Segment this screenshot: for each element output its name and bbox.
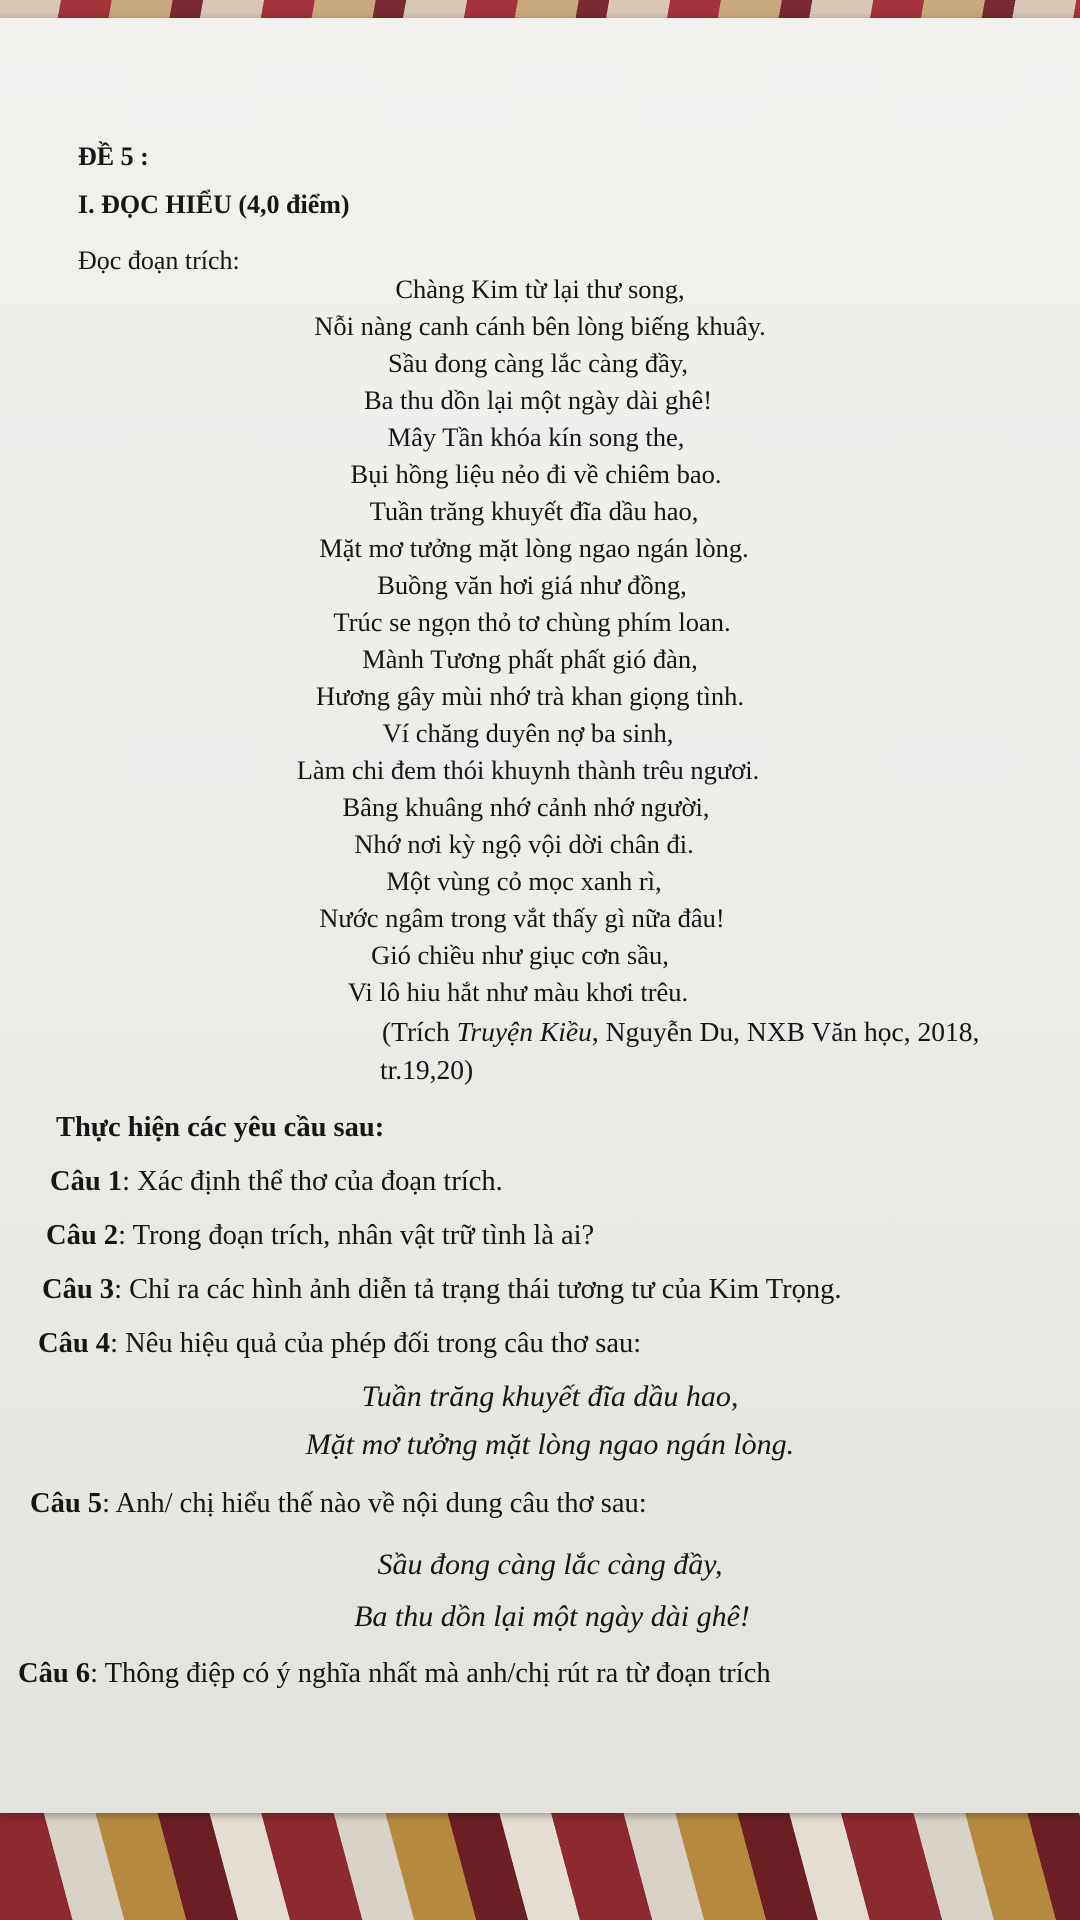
source-title: Truyện Kiều <box>456 1016 592 1047</box>
poem-line: Trúc se ngọn thỏ tơ chùng phím loan. <box>333 607 731 637</box>
poem-line: Gió chiều như giục cơn sầu, <box>371 940 669 970</box>
question-text: : Chỉ ra các hình ảnh diễn tả trạng thái tương tư của Kim Trọng. <box>114 1274 842 1305</box>
question-4-verse-line: Mặt mơ tưởng mặt lòng ngao ngán lòng. <box>305 1428 795 1461</box>
poem-line: Nước ngâm trong vắt thấy gì nữa đâu! <box>319 903 725 933</box>
source-citation <box>382 1016 979 1048</box>
poem-line: Nhớ nơi kỳ ngộ vội dời chân đi. <box>354 829 694 859</box>
poem-line: Nỗi nàng canh cánh bên lòng biếng khuây. <box>314 311 766 341</box>
question-text: : Anh/ chị hiểu thế nào về nội dung câu thơ sau: <box>102 1488 647 1519</box>
question-1 <box>50 1166 503 1198</box>
question-label: Câu 2 <box>46 1220 119 1251</box>
question-text: : Trong đoạn trích, nhân vật trữ tình là ai? <box>118 1220 595 1251</box>
poem-line: Buồng văn hơi giá như đồng, <box>377 570 687 600</box>
poem-line: Mành Tương phất phất gió đàn, <box>362 644 698 674</box>
poem-line: Mặt mơ tưởng mặt lòng ngao ngán lòng. <box>319 533 749 563</box>
source-prefix: (Trích <box>382 1016 457 1047</box>
poem-line: Chàng Kim từ lại thư song, <box>395 274 685 304</box>
tasks-heading: Thực hiện các yêu cầu sau: <box>56 1112 385 1143</box>
reading-intro: Đọc đoạn trích: <box>78 246 240 275</box>
poem-line: Ví chăng duyên nợ ba sinh, <box>382 718 674 748</box>
question-label: Câu 1 <box>50 1166 123 1197</box>
question-2 <box>46 1220 594 1252</box>
question-text: : Nêu hiệu quả của phép đối trong câu thơ sau: <box>110 1328 642 1359</box>
question-5 <box>30 1488 647 1520</box>
question-4 <box>38 1328 641 1360</box>
poem-line: Sầu đong càng lắc càng đầy, <box>388 348 688 378</box>
question-5-verse-line: Sầu đong càng lắc càng đầy, <box>377 1548 723 1581</box>
source-pages: tr.19,20) <box>380 1054 474 1085</box>
question-label: Câu 3 <box>42 1274 115 1305</box>
poem-line: Hương gây mùi nhớ trà khan giọng tình. <box>315 681 745 711</box>
question-label: Câu 6 <box>18 1658 91 1689</box>
poem-line: Ba thu dồn lại một ngày dài ghê! <box>363 385 713 415</box>
poem-line: Bụi hồng liệu nẻo đi về chiêm bao. <box>350 459 722 489</box>
question-label: Câu 4 <box>38 1328 111 1359</box>
question-5-verse-line: Ba thu dồn lại một ngày dài ghê! <box>354 1600 750 1633</box>
question-text: : Thông điệp có ý nghĩa nhất mà anh/chị rút ra từ đoạn trích <box>90 1658 771 1689</box>
poem-line: Mây Tần khóa kín song the, <box>387 422 685 452</box>
question-3 <box>42 1274 842 1306</box>
poem-line: Vi lô hiu hắt như màu khơi trêu. <box>347 977 689 1007</box>
exam-paper <box>0 18 1080 1813</box>
poem-line: Một vùng cỏ mọc xanh rì, <box>386 866 662 896</box>
source-details: , Nguyễn Du, NXB Văn học, 2018, <box>591 1016 980 1047</box>
section-heading: I. ĐỌC HIỂU (4,0 điểm) <box>78 190 350 219</box>
question-text: : Xác định thể thơ của đoạn trích. <box>122 1166 503 1197</box>
background-fabric-bottom <box>0 1800 1080 1920</box>
question-4-verse-line: Tuần trăng khuyết đĩa dầu hao, <box>361 1380 739 1413</box>
question-label: Câu 5 <box>30 1488 103 1519</box>
poem-line: Tuần trăng khuyết đĩa dầu hao, <box>369 496 699 526</box>
question-6 <box>18 1658 771 1690</box>
exam-title: ĐỀ 5 : <box>78 142 149 171</box>
poem-line: Làm chi đem thói khuynh thành trêu ngươi. <box>296 755 760 785</box>
poem-line: Bâng khuâng nhớ cảnh nhớ người, <box>342 792 710 822</box>
